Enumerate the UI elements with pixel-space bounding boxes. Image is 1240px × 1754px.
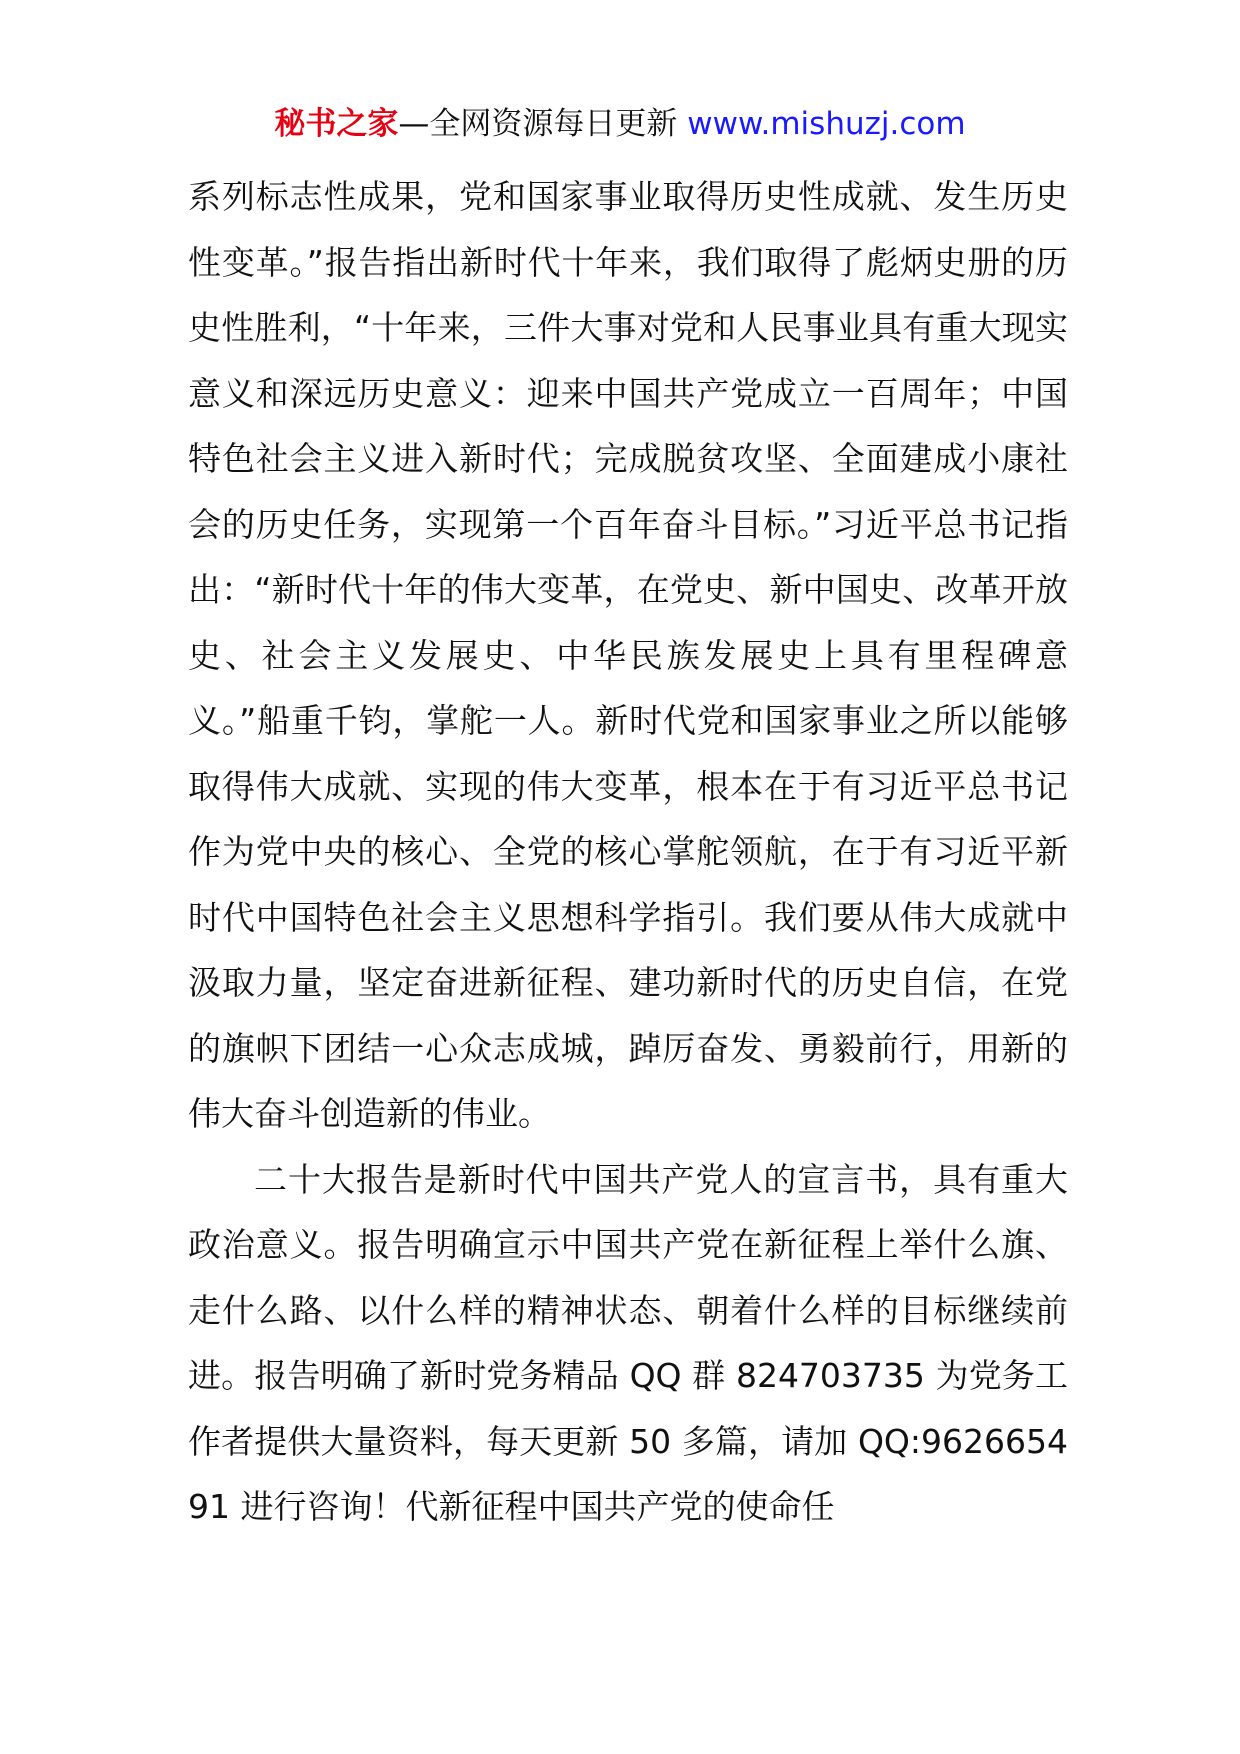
site-url[interactable]: www.mishuzj.com xyxy=(687,106,966,142)
paragraph-2: 二十大报告是新时代中国共产党人的宣言书，具有重大政治意义。报告明确宣示中国共产党在新征程上举什么旗、走什么路、以什么样的精神状态、朝着什么样的目标继续前进。报告明确了新时党务精品 QQ 群 824703735 为党务工作者提供大量资料，每天更新 50 多篇，请加 QQ:962665491 进行咨询！代新征程中国共产党的使命任 xyxy=(188,1159,1068,1526)
page-header xyxy=(0,104,1240,144)
paragraph-1: 系列标志性成果，党和国家事业取得历史性成就、发生历史性变革。”报告指出新时代十年来，我们取得了彪炳史册的历史性胜利，“十年来，三件大事对党和人民事业具有重大现实意义和深远历史意义：迎来中国共产党成立一百周年；中国特色社会主义进入新时代；完成脱贫攻坚、全面建成小康社会的历史任务，实现第一个百年奋斗目标。”习近平总书记指出：“新时代十年的伟大变革，在党史、新中国史、改革开放史、社会主义发展史、中华民族发展史上具有里程碑意义。”船重千钧，掌舵一人。新时代党和国家事业之所以能够取得伟大成就、实现的伟大变革，根本在于有习近平总书记作为党中央的核心、全党的核心掌舵领航，在于有习近平新时代中国特色社会主义思想科学指引。我们要从伟大成就中汲取力量，坚定奋进新征程、建功新时代的历史自信，在党的旗帜下团结一心众志成城，踔厉奋发、勇毅前行，用新的伟大奋斗创造新的伟业。 xyxy=(188,177,1068,1133)
brand-name: 秘书之家 xyxy=(274,106,399,142)
document-body xyxy=(188,164,1068,1540)
header-tagline: —全网资源每日更新 xyxy=(398,106,688,142)
